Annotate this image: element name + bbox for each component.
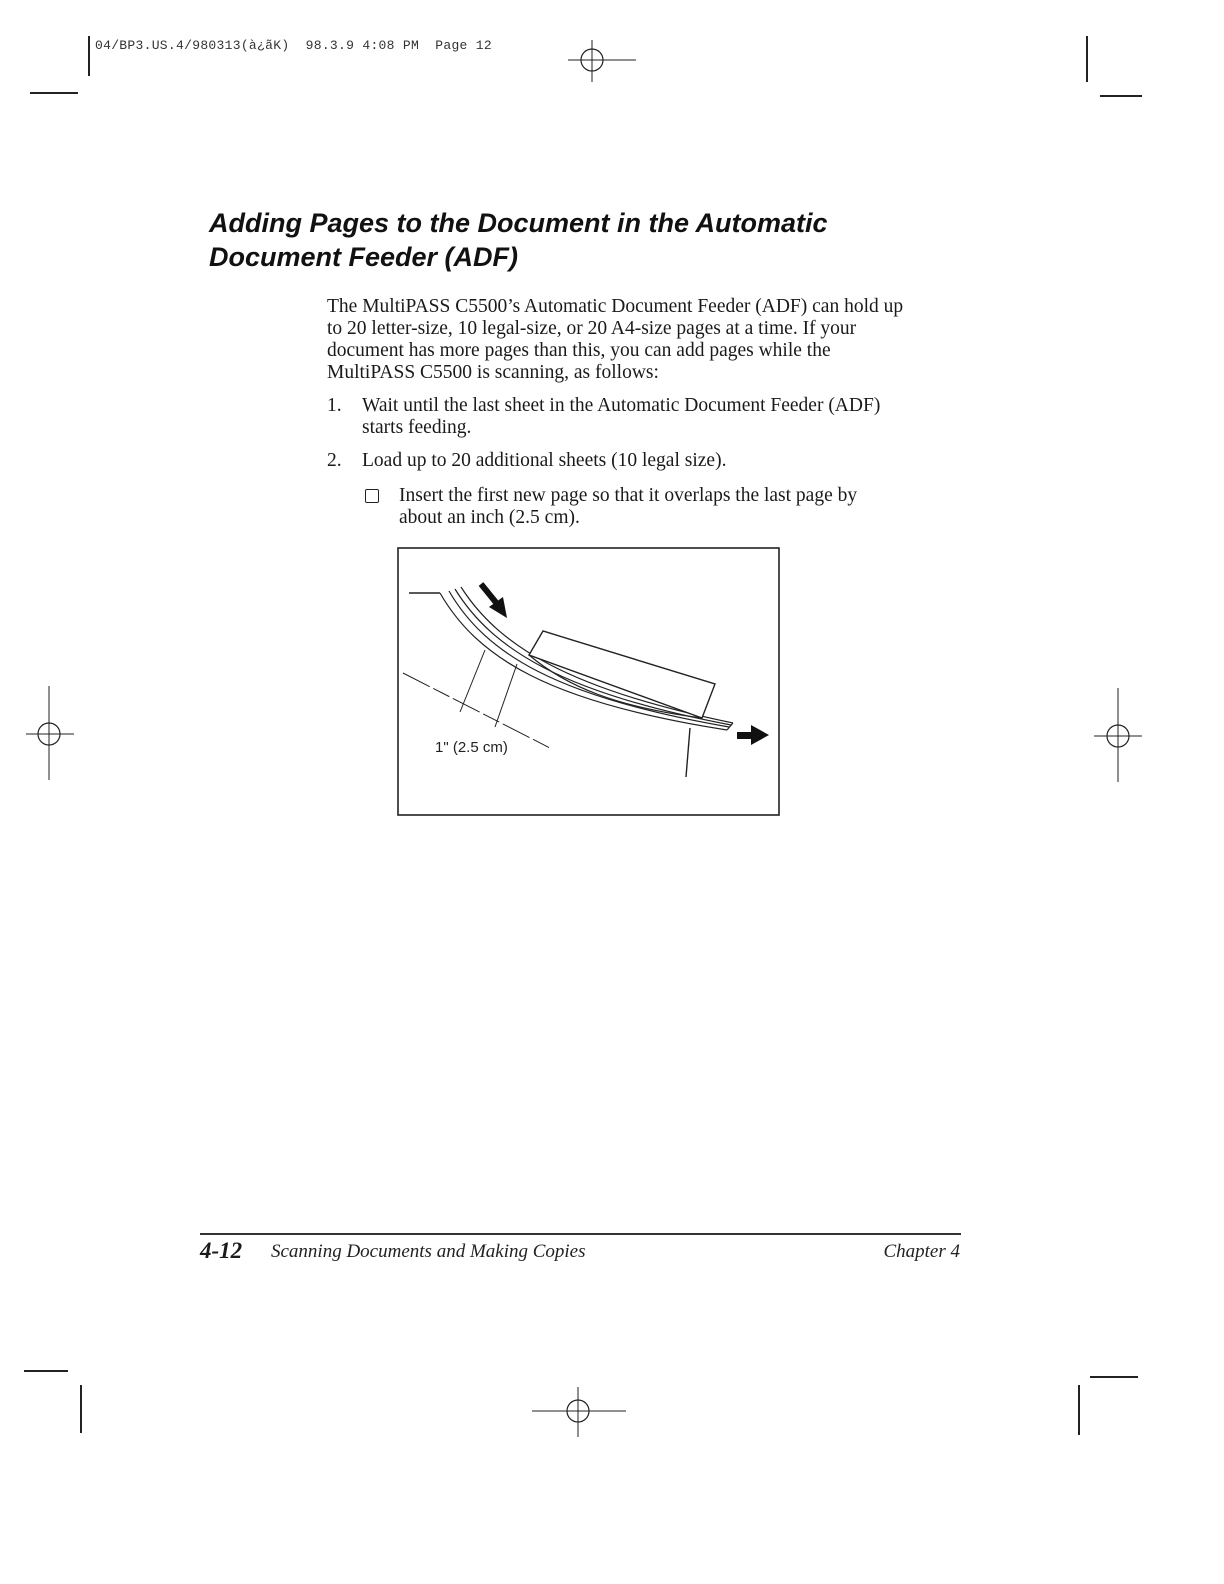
printer-slug-line: 04/BP3.US.4/980313(à¿ãK) 98.3.9 4:08 PM Page 12 — [95, 38, 492, 53]
bullet-text — [399, 485, 979, 529]
feed-in-arrow-icon — [481, 584, 507, 618]
figure-frame — [398, 548, 779, 815]
bullet-line: about an inch (2.5 cm). — [399, 507, 580, 528]
intro-line: MultiPASS C5500 is scanning, as follows: — [327, 362, 659, 383]
step-line: Load up to 20 additional sheets (10 legal size). — [362, 450, 727, 471]
page-title — [209, 206, 929, 274]
output-arrow-icon — [737, 725, 769, 745]
page-title-line-2: Document Feeder (ADF) — [209, 242, 519, 272]
step-text — [362, 395, 972, 439]
step-text — [362, 450, 972, 472]
crop-mark — [80, 1385, 82, 1433]
crop-mark — [1100, 95, 1142, 97]
footer-chapter: Chapter 4 — [883, 1241, 960, 1262]
footer-rule — [200, 1233, 961, 1235]
registration-mark-icon — [560, 36, 640, 86]
crop-mark — [1086, 36, 1088, 82]
bullet-line: Insert the first new page so that it overlaps the last page by — [399, 485, 858, 506]
step-number: 1. — [327, 395, 342, 416]
intro-line: document has more pages than this, you can add pages while the — [327, 340, 831, 361]
registration-mark-icon — [530, 1385, 630, 1439]
step-number: 2. — [327, 450, 342, 471]
step-line: starts feeding. — [362, 417, 472, 438]
registration-mark-icon — [24, 686, 78, 782]
intro-line: to 20 letter-size, 10 legal-size, or 20 A4-size pages at a time. If your — [327, 318, 857, 339]
adf-overlap-illustration — [397, 547, 780, 816]
footer-section-title: Scanning Documents and Making Copies — [271, 1241, 586, 1262]
crop-mark — [24, 1370, 68, 1372]
intro-paragraph — [327, 296, 977, 384]
page-title-line-1: Adding Pages to the Document in the Automatic — [209, 208, 828, 238]
crop-mark — [1090, 1376, 1138, 1378]
crop-mark — [1078, 1385, 1080, 1435]
overlap-dimension-label: 1" (2.5 cm) — [435, 739, 508, 756]
registration-mark-icon — [1092, 688, 1146, 784]
step-line: Wait until the last sheet in the Automatic Document Feeder (ADF) — [362, 395, 881, 416]
page-number: 4-12 — [200, 1238, 243, 1263]
intro-line: The MultiPASS C5500’s Automatic Document Feeder (ADF) can hold up — [327, 296, 904, 317]
checkbox-bullet-icon — [365, 489, 379, 503]
crop-mark — [30, 92, 78, 94]
crop-mark — [88, 36, 90, 76]
